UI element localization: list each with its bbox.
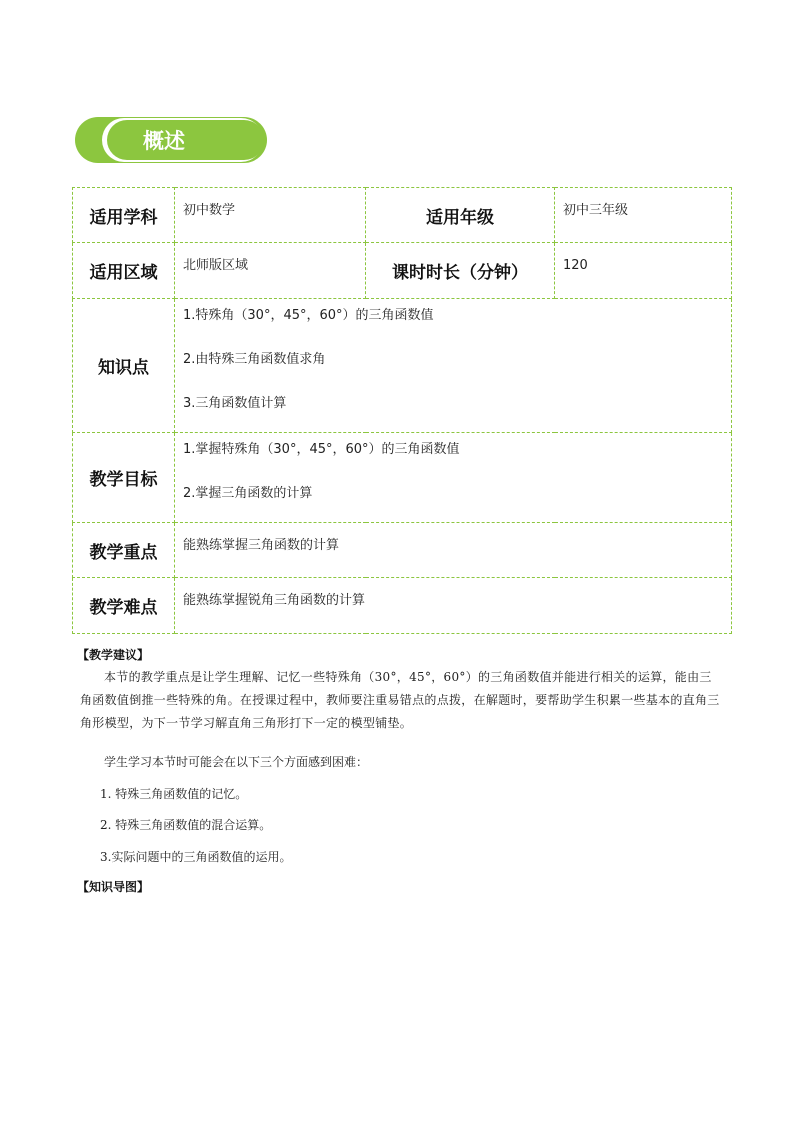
goals-label: 教学目标 [73, 433, 175, 523]
focus-value: 能熟练掌握三角函数的计算 [175, 523, 732, 578]
goals-list [175, 433, 732, 523]
duration-value: 120 [555, 243, 732, 299]
subject-label: 适用学科 [73, 188, 175, 243]
section-title: 概述 [143, 129, 185, 153]
course-info-table [72, 187, 732, 634]
table-row [73, 433, 732, 523]
knowledge-list [175, 299, 732, 433]
list-item: 1.掌握特殊角（30°，45°，60°）的三角函数值 [183, 442, 460, 457]
knowledge-label: 知识点 [73, 299, 175, 433]
advice-heading: 【教学建议】 [77, 648, 150, 662]
list-item: 2.由特殊三角函数值求角 [183, 352, 326, 367]
table-row [73, 243, 732, 299]
table-row [73, 523, 732, 578]
difficulty-value: 能熟练掌握锐角三角函数的计算 [175, 578, 732, 634]
grade-value: 初中三年级 [555, 188, 732, 243]
list-item: 3.三角函数值计算 [183, 396, 287, 411]
region-value: 北师版区域 [175, 243, 366, 299]
difficulty-label: 教学难点 [73, 578, 175, 634]
region-label: 适用区域 [73, 243, 175, 299]
table-row [73, 188, 732, 243]
section-header-pill-inner [107, 120, 264, 160]
table-row [73, 299, 732, 433]
mindmap-heading: 【知识导图】 [77, 880, 150, 894]
list-item: 3.实际问题中的三角函数值的运用。 [100, 850, 292, 864]
list-item: 1.特殊角（30°，45°，60°）的三角函数值 [183, 308, 434, 323]
list-item: 1. 特殊三角函数值的记忆。 [100, 787, 248, 801]
list-item: 2. 特殊三角函数值的混合运算。 [100, 818, 272, 832]
focus-label: 教学重点 [73, 523, 175, 578]
advice-paragraph: 本节的教学重点是让学生理解、记忆一些特殊角（30°，45°，60°）的三角函数值并能进行相关的运算，能由三角函数值倒推一些特殊的角。在授课过程中，教师要注重易错点的点拨，在解题时，要帮助学生积累一些基本的直角三角形模型，为下一节学习解直角三角形打下一定的模型铺垫。 [80, 670, 720, 730]
grade-label: 适用年级 [366, 188, 555, 243]
table-row [73, 578, 732, 634]
list-item: 2.掌握三角函数的计算 [183, 486, 313, 501]
subject-value: 初中数学 [175, 188, 366, 243]
duration-label: 课时时长（分钟） [366, 243, 555, 299]
advice-intro: 学生学习本节时可能会在以下三个方面感到困难： [104, 755, 369, 769]
